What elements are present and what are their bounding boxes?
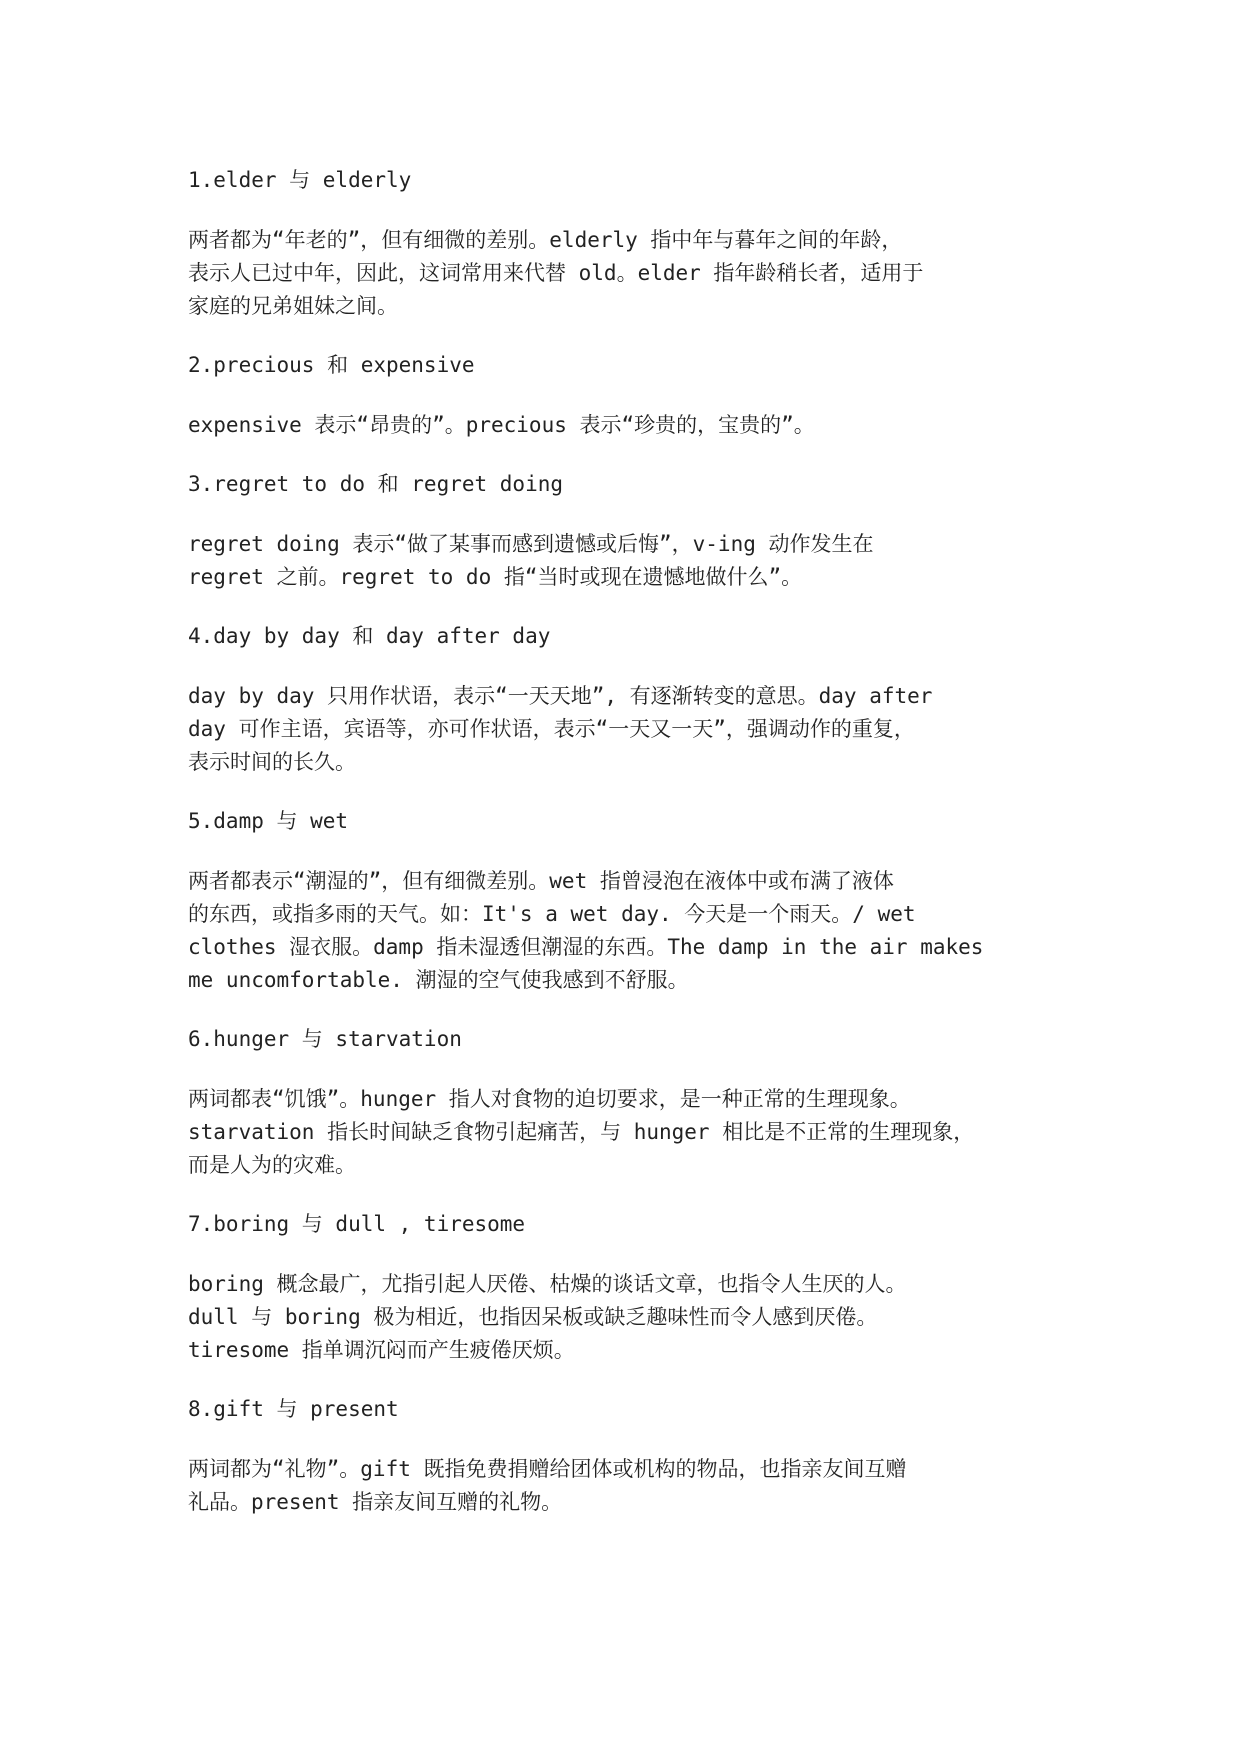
entry-heading: 5.damp 与 wet bbox=[188, 809, 349, 833]
body-line: day by day 只用作状语，表示“一天天地”, 有逐渐转变的意思。day after bbox=[188, 684, 933, 708]
body-line: 表示人已过中年，因此，这词常用来代替 old。elder 指年龄稍长者，适用于 bbox=[188, 261, 924, 285]
entry-heading: 2.precious 和 expensive bbox=[188, 353, 475, 377]
comparison-entry bbox=[188, 164, 1068, 323]
entry-heading: 4.day by day 和 day after day bbox=[188, 624, 551, 648]
entry-body bbox=[188, 1083, 1068, 1182]
entry-body bbox=[188, 528, 1068, 594]
entry-body bbox=[188, 865, 1068, 997]
entry-heading: 7.boring 与 dull , tiresome bbox=[188, 1212, 526, 1236]
entry-body bbox=[188, 680, 1068, 779]
comparison-entry bbox=[188, 349, 1068, 442]
body-line: dull 与 boring 极为相近，也指因呆板或缺乏趣味性而令人感到厌倦。 bbox=[188, 1305, 878, 1329]
entry-heading: 3.regret to do 和 regret doing bbox=[188, 472, 564, 496]
body-line: 而是人为的灾难。 bbox=[188, 1153, 356, 1177]
body-line: 家庭的兄弟姐妹之间。 bbox=[188, 294, 398, 318]
comparison-entry bbox=[188, 1393, 1068, 1519]
body-line: boring 概念最广，尤指引起人厌倦、枯燥的谈话文章，也指令人生厌的人。 bbox=[188, 1272, 907, 1296]
body-line: 两者都表示“潮湿的”，但有细微差别。wet 指曾浸泡在液体中或布满了液体 bbox=[188, 869, 894, 893]
comparison-entry bbox=[188, 805, 1068, 997]
body-line: regret doing 表示“做了某事而感到遗憾或后悔”，v-ing 动作发生在 bbox=[188, 532, 874, 556]
entry-body bbox=[188, 1453, 1068, 1519]
body-line: regret 之前。regret to do 指“当时或现在遗憾地做什么”。 bbox=[188, 565, 803, 589]
body-line: 礼品。present 指亲友间互赠的礼物。 bbox=[188, 1490, 563, 1514]
body-line: me uncomfortable. 潮湿的空气使我感到不舒服。 bbox=[188, 968, 689, 992]
body-line: clothes 湿衣服。damp 指未湿透但潮湿的东西。The damp in the air makes bbox=[188, 935, 984, 959]
entry-heading: 8.gift 与 present bbox=[188, 1397, 399, 1421]
body-line: 的东西，或指多雨的天气。如：It's a wet day. 今天是一个雨天。/ wet bbox=[188, 902, 916, 926]
comparison-entry bbox=[188, 1208, 1068, 1367]
entry-body bbox=[188, 1268, 1068, 1367]
body-line: tiresome 指单调沉闷而产生疲倦厌烦。 bbox=[188, 1338, 575, 1362]
body-line: 两词都表“饥饿”。hunger 指人对食物的迫切要求，是一种正常的生理现象。 bbox=[188, 1087, 911, 1111]
document-content bbox=[188, 164, 1068, 1545]
comparison-entry bbox=[188, 1023, 1068, 1182]
entry-heading: 1.elder 与 elderly bbox=[188, 168, 412, 192]
body-line: 表示时间的长久。 bbox=[188, 750, 356, 774]
entry-body bbox=[188, 409, 1068, 442]
body-line: expensive 表示“昂贵的”。precious 表示“珍贵的，宝贵的”。 bbox=[188, 413, 815, 437]
body-line: 两者都为“年老的”，但有细微的差别。elderly 指中年与暮年之间的年龄， bbox=[188, 228, 903, 252]
entry-heading: 6.hunger 与 starvation bbox=[188, 1027, 462, 1051]
comparison-entry bbox=[188, 620, 1068, 779]
body-line: day 可作主语，宾语等，亦可作状语，表示“一天又一天”，强调动作的重复， bbox=[188, 717, 915, 741]
body-line: 两词都为“礼物”。gift 既指免费捐赠给团体或机构的物品，也指亲友间互赠 bbox=[188, 1457, 907, 1481]
body-line: starvation 指长时间缺乏食物引起痛苦，与 hunger 相比是不正常的生理现象， bbox=[188, 1120, 975, 1144]
entry-body bbox=[188, 224, 1068, 323]
comparison-entry bbox=[188, 468, 1068, 594]
